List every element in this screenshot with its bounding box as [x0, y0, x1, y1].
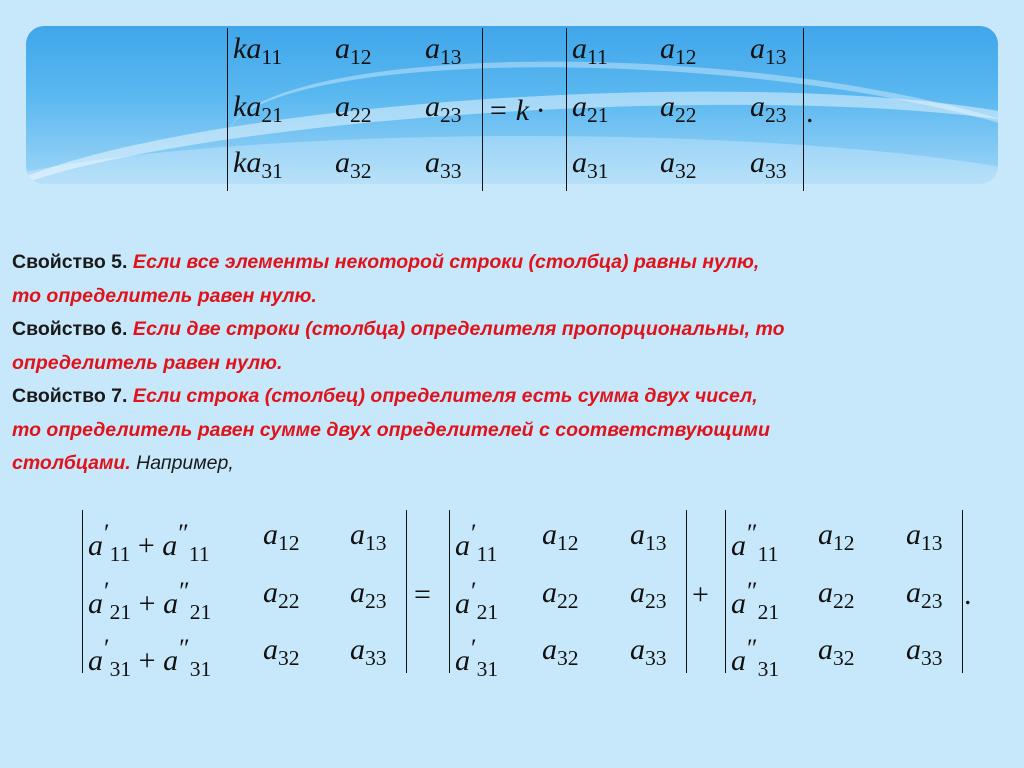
det-element: $a_{12}$: [818, 518, 855, 556]
det-element: $a_{32}$: [660, 146, 697, 184]
property-7-line-3: [12, 447, 1012, 481]
det-element: $a_{22}$: [263, 576, 300, 614]
property-6-line-2: [12, 347, 1012, 381]
equals-operator: =: [414, 578, 431, 611]
det-element: $a_{22}$: [818, 576, 855, 614]
period: .: [964, 578, 972, 611]
det-element: $a_{13}$: [750, 32, 787, 70]
det-element: $a_{32}$: [263, 633, 300, 671]
det-element: $a_{13}$: [425, 32, 462, 70]
det-element: $a_{33}$: [750, 146, 787, 184]
det-element: $a''_{21}$: [731, 576, 780, 625]
property-5-line: [12, 246, 1012, 280]
det-element: $a_{33}$: [425, 146, 462, 184]
property-text: Если две строки (столбца) определителя пропорциональны, то: [127, 318, 785, 340]
det-element: $a'_{11}$: [455, 518, 498, 567]
det-element: $a'_{21} + a''_{21}$: [88, 576, 212, 625]
det-element: $a_{31}$: [572, 146, 609, 184]
det-element: $a_{21}$: [572, 90, 609, 128]
det-element: $a_{23}$: [906, 576, 943, 614]
det-element: $a_{11}$: [572, 32, 608, 70]
period: .: [806, 96, 814, 129]
det-element: $a_{33}$: [906, 633, 943, 671]
det-element: $a_{23}$: [750, 90, 787, 128]
det-element: $a_{13}$: [350, 518, 387, 556]
det-element: $ka_{11}$: [233, 32, 283, 70]
example-label: Например,: [130, 452, 234, 474]
det-element: $a_{33}$: [630, 633, 667, 671]
equals-k-operator: = k ·: [488, 94, 545, 127]
property-label: Свойство 5.: [12, 251, 128, 273]
det-element: $a'_{11} + a''_{11}$: [88, 518, 210, 567]
property-label: Свойство 7.: [12, 385, 128, 407]
det-element: $a_{13}$: [630, 518, 667, 556]
det-element: $a'_{21}$: [455, 576, 499, 625]
property-label: Свойство 6.: [12, 318, 128, 340]
det-element: $a_{22}$: [660, 90, 697, 128]
det-element: $ka_{31}$: [233, 146, 283, 184]
plus-operator: +: [692, 578, 709, 611]
property-text: то определитель равен нулю.: [12, 284, 317, 307]
property-text: то определитель равен сумме двух определителей с соответствующими: [12, 418, 770, 441]
det-element: $a_{23}$: [630, 576, 667, 614]
det-element: $a_{22}$: [335, 90, 372, 128]
det-element: $a_{13}$: [906, 518, 943, 556]
det-element: $a_{22}$: [542, 576, 579, 614]
det-element: $a_{23}$: [425, 90, 462, 128]
property-7-line: [12, 380, 1012, 414]
det-element: $a_{12}$: [542, 518, 579, 556]
det-element: $a_{33}$: [350, 633, 387, 671]
det-element: $a''_{31}$: [731, 633, 780, 682]
det-element: $a_{32}$: [542, 633, 579, 671]
det-element: $a'_{31}$: [455, 633, 499, 682]
property-text: определитель равен нулю.: [12, 351, 283, 374]
det-element: $a_{32}$: [335, 146, 372, 184]
det-element: $a_{32}$: [818, 633, 855, 671]
det-element: $a''_{11}$: [731, 518, 779, 567]
det-element: $ka_{21}$: [233, 90, 283, 128]
property-5-line-2: [12, 280, 1012, 314]
det-element: $a_{12}$: [335, 32, 372, 70]
property-text: Если строка (столбец) определителя есть сумма двух чисел,: [127, 385, 758, 407]
property-7-line-2: [12, 414, 1012, 448]
det-element: $a_{12}$: [263, 518, 300, 556]
det-element: $a_{12}$: [660, 32, 697, 70]
property-text: столбцами.: [12, 452, 131, 474]
det-element: $a_{23}$: [350, 576, 387, 614]
properties-text: [12, 246, 1012, 481]
det-element: $a'_{31} + a''_{31}$: [88, 633, 212, 682]
property-6-line: [12, 313, 1012, 347]
property-text: Если все элементы некоторой строки (столбца) равны нулю,: [127, 251, 760, 273]
